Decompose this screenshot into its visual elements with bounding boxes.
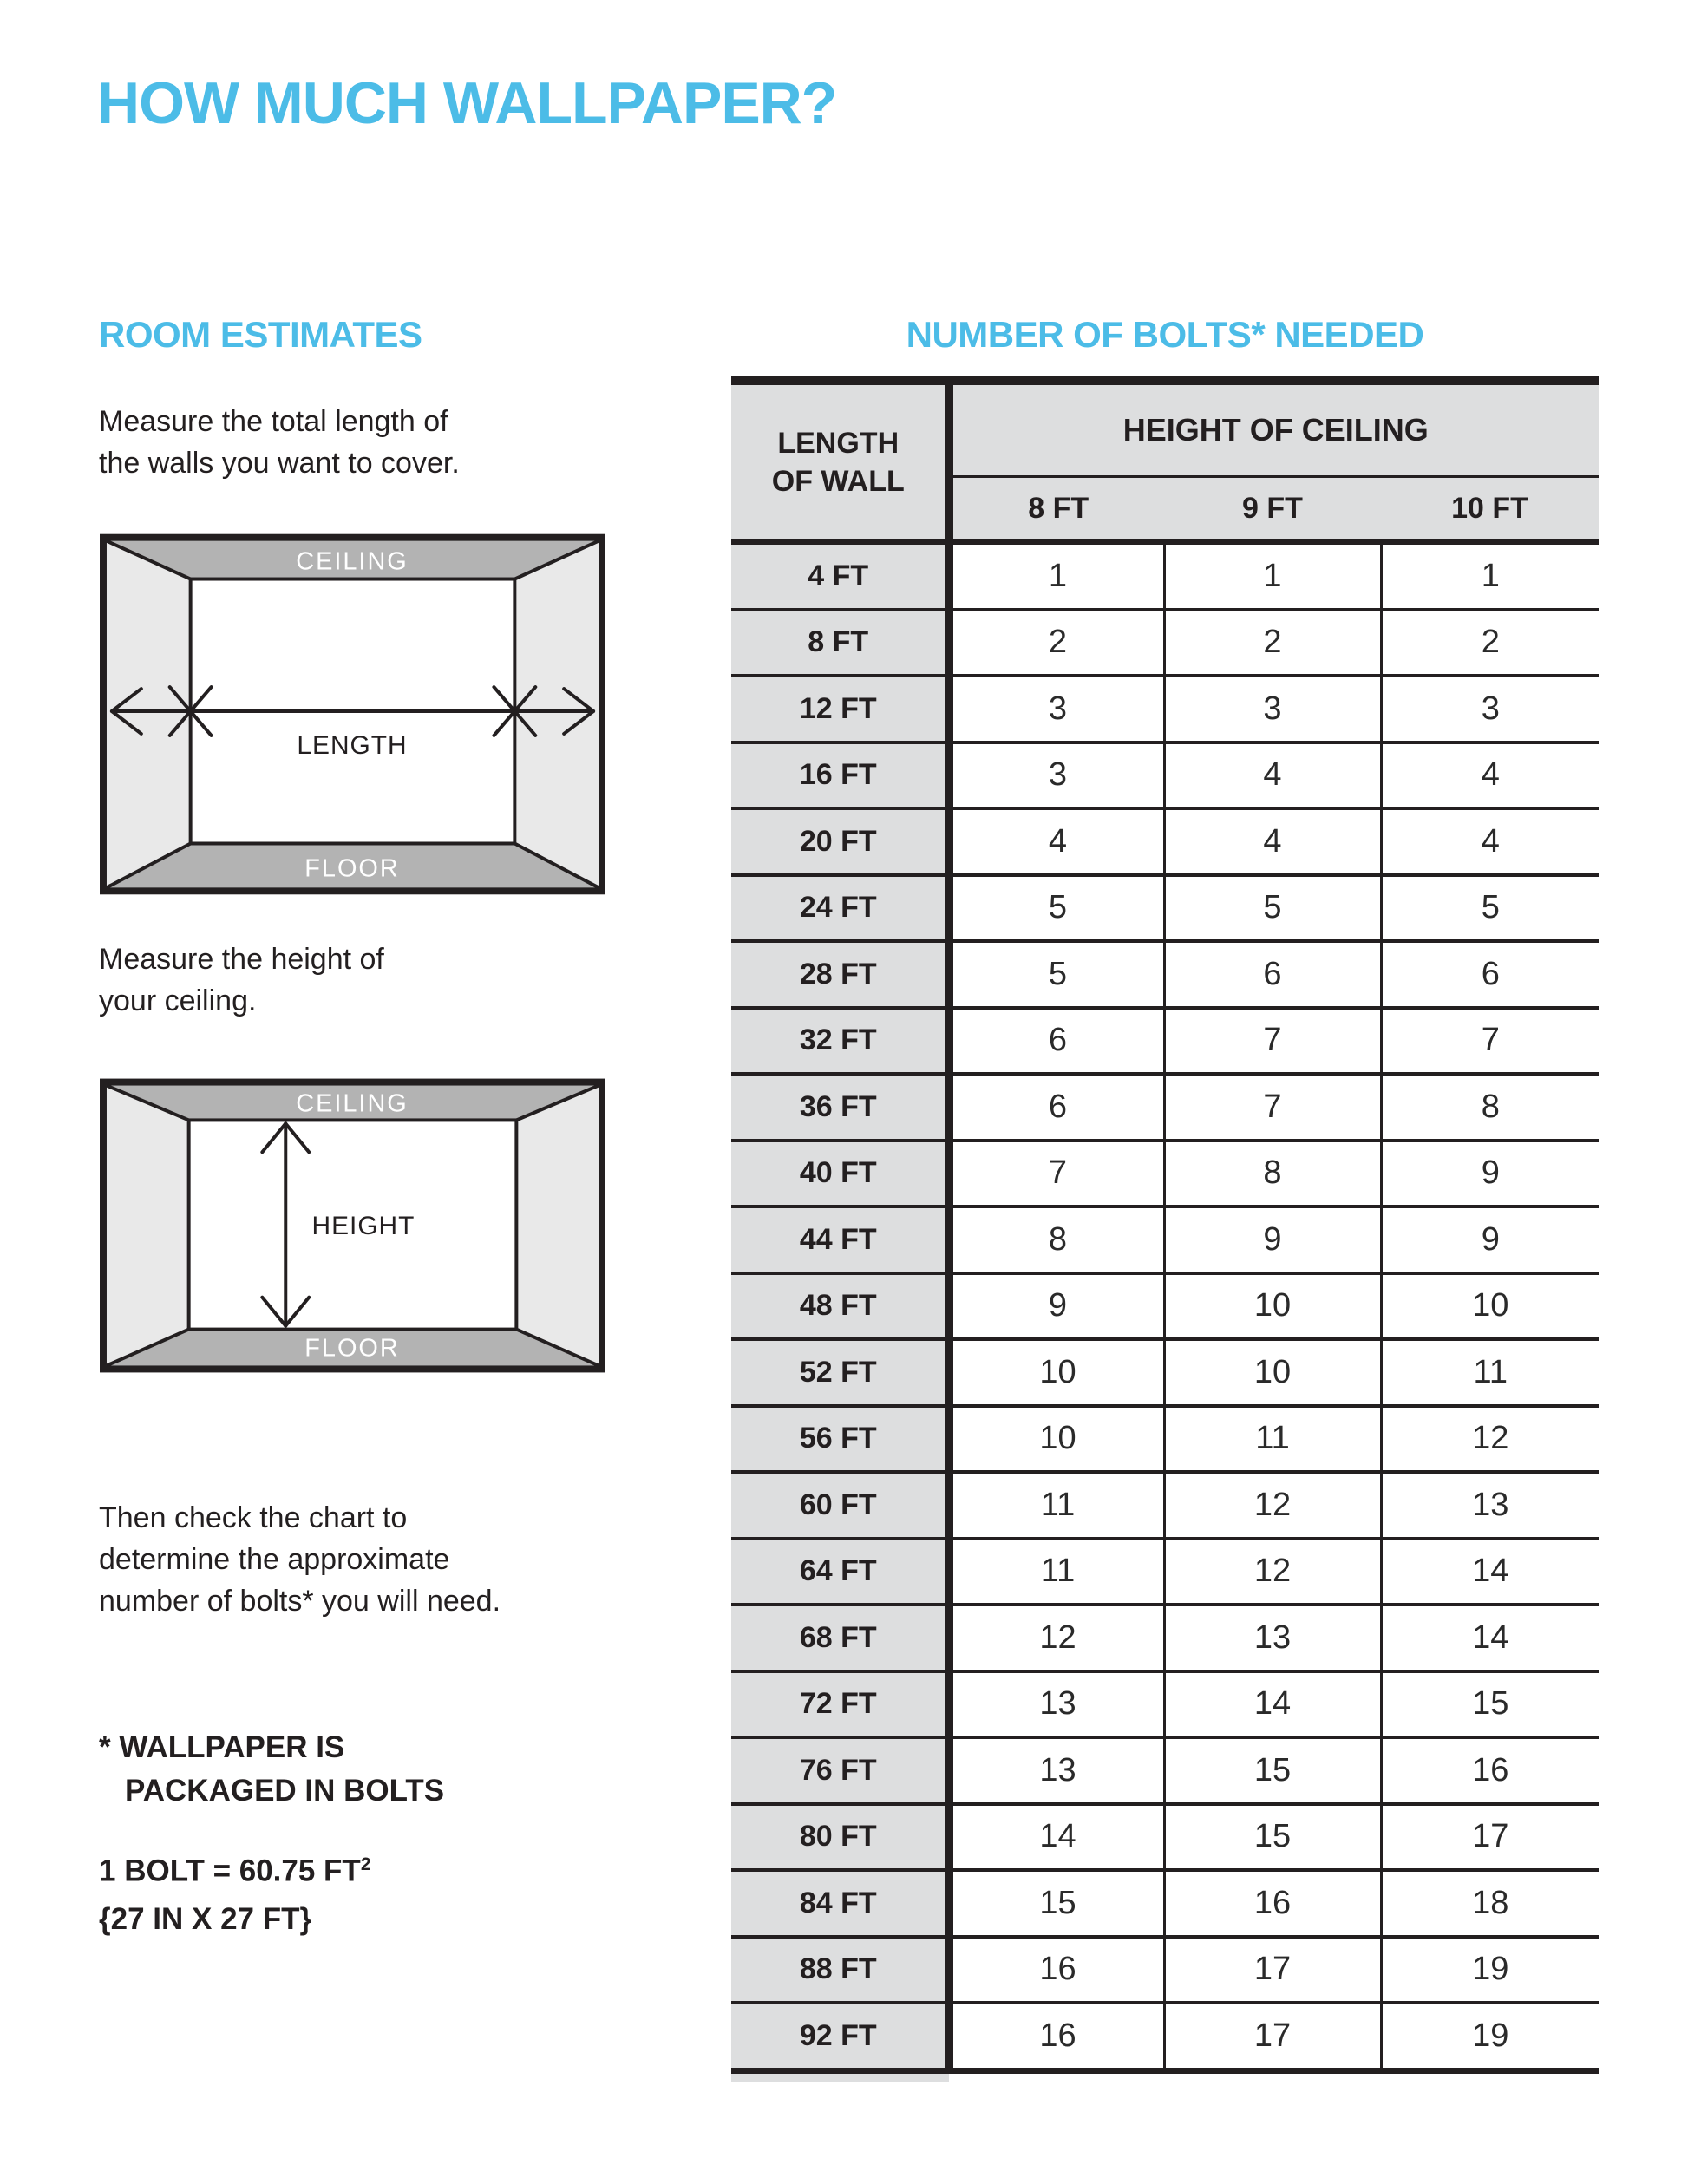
bolt-count-cell: 13 <box>1164 1605 1381 1671</box>
bolt-count-cell: 8 <box>1381 1074 1599 1141</box>
bolt-count-cell: 5 <box>1381 875 1599 942</box>
bolt-count-cell: 19 <box>1381 1937 1599 2004</box>
length-of-wall-header <box>731 381 949 542</box>
left-wall-panel <box>107 541 191 888</box>
bolt-count-cell: 3 <box>949 676 1164 742</box>
row-length-label: 88 FT <box>731 1937 949 2004</box>
instruction-length <box>99 401 460 484</box>
row-length-label: 80 FT <box>731 1804 949 1871</box>
bolt-count-cell: 16 <box>949 1937 1164 2004</box>
bolt-count-cell: 10 <box>1164 1339 1381 1406</box>
right-wall-panel <box>514 541 599 888</box>
bolt-count-cell: 12 <box>1164 1539 1381 1605</box>
bolt-count-cell: 3 <box>1164 676 1381 742</box>
bolt-count-cell: 15 <box>949 1870 1164 1937</box>
bolt-count-cell: 14 <box>1381 1605 1599 1671</box>
bolt-count-cell: 10 <box>949 1339 1164 1406</box>
bolt-count-cell: 4 <box>1164 808 1381 875</box>
row-length-label: 28 FT <box>731 941 949 1008</box>
table-row <box>731 1339 1599 1406</box>
page-title: HOW MUCH WALLPAPER? <box>97 70 837 136</box>
bolt-spec-line2: {27 IN X 27 FT} <box>99 1901 312 1936</box>
bolt-count-cell: 5 <box>1164 875 1381 942</box>
table-row <box>731 875 1599 942</box>
table-row <box>731 1206 1599 1273</box>
table-row <box>731 1605 1599 1671</box>
row-length-label: 24 FT <box>731 875 949 942</box>
table-row <box>731 941 1599 1008</box>
bolt-count-cell: 10 <box>949 1406 1164 1473</box>
bolt-count-cell: 8 <box>1164 1141 1381 1207</box>
bolt-spec-line1 <box>99 1841 371 1895</box>
row-length-label: 72 FT <box>731 1671 949 1738</box>
bolt-footnote-line1: * WALLPAPER IS <box>99 1730 345 1764</box>
bolt-count-cell: 9 <box>1381 1141 1599 1207</box>
ceiling-label: CEILING <box>296 547 409 576</box>
bolt-count-cell: 14 <box>1164 1671 1381 1738</box>
bolt-count-cell: 6 <box>949 1008 1164 1075</box>
bolt-count-cell: 7 <box>949 1141 1164 1207</box>
column-header-9ft: 9 FT <box>1164 477 1381 543</box>
bolt-count-cell: 11 <box>1381 1339 1599 1406</box>
bolts-needed-heading: NUMBER OF BOLTS* NEEDED <box>906 314 1424 355</box>
bolt-count-cell: 15 <box>1164 1804 1381 1871</box>
row-length-label: 84 FT <box>731 1870 949 1937</box>
bolt-count-cell: 14 <box>1381 1539 1599 1605</box>
bolt-footnote <box>99 1726 444 1813</box>
instruction-chart <box>99 1497 501 1622</box>
room-height-diagram <box>100 1078 605 1373</box>
table-row <box>731 1074 1599 1141</box>
row-length-label: 44 FT <box>731 1206 949 1273</box>
bolt-count-cell: 3 <box>1381 676 1599 742</box>
bolt-count-cell: 1 <box>1164 542 1381 610</box>
row-length-label: 4 FT <box>731 542 949 610</box>
bolt-count-cell: 9 <box>1164 1206 1381 1273</box>
instruction-length-line2: the walls you want to cover. <box>99 447 460 480</box>
room-estimates-heading: ROOM ESTIMATES <box>99 314 422 355</box>
instruction-height-line2: your ceiling. <box>99 984 257 1017</box>
bolt-footnote-line2: PACKAGED IN BOLTS <box>125 1774 445 1808</box>
table-row <box>731 1671 1599 1738</box>
row-length-label: 60 FT <box>731 1472 949 1539</box>
bolt-count-cell: 1 <box>1381 542 1599 610</box>
instruction-height <box>99 938 384 1022</box>
bolt-count-cell: 11 <box>949 1539 1164 1605</box>
table-row <box>731 1937 1599 2004</box>
table-row <box>731 1273 1599 1340</box>
instruction-height-line1: Measure the height of <box>99 943 384 976</box>
table-row <box>731 2003 1599 2070</box>
row-length-label: 40 FT <box>731 1141 949 1207</box>
bolt-count-cell: 6 <box>1381 941 1599 1008</box>
row-length-label: 8 FT <box>731 610 949 677</box>
bolt-count-cell: 17 <box>1381 1804 1599 1871</box>
bolt-count-cell: 4 <box>1381 742 1599 809</box>
bolt-count-cell: 11 <box>1164 1406 1381 1473</box>
table-row <box>731 542 1599 610</box>
table-label-column-stub <box>731 2074 949 2082</box>
bolt-count-cell: 2 <box>1164 610 1381 677</box>
column-header-8ft: 8 FT <box>949 477 1164 543</box>
table-row <box>731 1737 1599 1804</box>
bolt-count-cell: 13 <box>1381 1472 1599 1539</box>
row-length-label: 36 FT <box>731 1074 949 1141</box>
right-wall-panel <box>516 1086 599 1366</box>
bolt-count-cell: 16 <box>1381 1737 1599 1804</box>
bolt-count-cell: 17 <box>1164 1937 1381 2004</box>
table-group-header-row <box>731 381 1599 477</box>
height-of-ceiling-header: HEIGHT OF CEILING <box>949 381 1599 477</box>
length-label: LENGTH <box>297 730 408 760</box>
bolt-spec-exponent: 2 <box>360 1854 371 1874</box>
table-row <box>731 1008 1599 1075</box>
table-row <box>731 676 1599 742</box>
bolt-count-cell: 10 <box>1381 1273 1599 1340</box>
row-length-label: 76 FT <box>731 1737 949 1804</box>
bolt-count-cell: 17 <box>1164 2003 1381 2070</box>
bolt-spec <box>99 1841 371 1943</box>
bolt-count-cell: 11 <box>949 1472 1164 1539</box>
floor-label: FLOOR <box>304 1334 400 1363</box>
length-of-wall-header-line2: OF WALL <box>771 465 905 498</box>
table-row <box>731 1406 1599 1473</box>
bolt-count-cell: 12 <box>949 1605 1164 1671</box>
ceiling-label: CEILING <box>296 1089 409 1118</box>
row-length-label: 68 FT <box>731 1605 949 1671</box>
bolt-count-cell: 9 <box>1381 1206 1599 1273</box>
bolt-count-cell: 13 <box>949 1671 1164 1738</box>
bolt-count-cell: 7 <box>1164 1008 1381 1075</box>
bolt-count-cell: 3 <box>949 742 1164 809</box>
row-length-label: 20 FT <box>731 808 949 875</box>
bolt-count-cell: 5 <box>949 941 1164 1008</box>
left-wall-panel <box>107 1086 189 1366</box>
row-length-label: 92 FT <box>731 2003 949 2070</box>
table-row <box>731 1804 1599 1871</box>
bolt-count-cell: 4 <box>1381 808 1599 875</box>
bolt-count-cell: 2 <box>949 610 1164 677</box>
bolt-count-cell: 15 <box>1381 1671 1599 1738</box>
row-length-label: 48 FT <box>731 1273 949 1340</box>
bolt-count-cell: 16 <box>1164 1870 1381 1937</box>
bolt-count-cell: 7 <box>1164 1074 1381 1141</box>
instruction-chart-line3: number of bolts* you will need. <box>99 1585 501 1618</box>
bolt-count-cell: 5 <box>949 875 1164 942</box>
table-row <box>731 610 1599 677</box>
bolt-count-cell: 12 <box>1164 1472 1381 1539</box>
table-row <box>731 1141 1599 1207</box>
table-row <box>731 1870 1599 1937</box>
instruction-chart-line1: Then check the chart to <box>99 1501 408 1534</box>
bolt-count-cell: 8 <box>949 1206 1164 1273</box>
height-label: HEIGHT <box>311 1211 415 1240</box>
instruction-length-line1: Measure the total length of <box>99 405 448 438</box>
bolt-count-cell: 13 <box>949 1737 1164 1804</box>
length-of-wall-header-line1: LENGTH <box>777 427 900 460</box>
row-length-label: 32 FT <box>731 1008 949 1075</box>
room-length-diagram <box>100 533 605 895</box>
bolt-count-cell: 7 <box>1381 1008 1599 1075</box>
bolt-count-cell: 15 <box>1164 1737 1381 1804</box>
bolt-count-cell: 9 <box>949 1273 1164 1340</box>
bolt-count-cell: 18 <box>1381 1870 1599 1937</box>
row-length-label: 56 FT <box>731 1406 949 1473</box>
table-row <box>731 808 1599 875</box>
bolt-count-cell: 4 <box>949 808 1164 875</box>
instruction-chart-line2: determine the approximate <box>99 1543 450 1576</box>
bolt-count-cell: 6 <box>1164 941 1381 1008</box>
bolt-count-cell: 16 <box>949 2003 1164 2070</box>
bolt-count-cell: 19 <box>1381 2003 1599 2070</box>
bolt-count-cell: 1 <box>949 542 1164 610</box>
bolt-count-cell: 10 <box>1164 1273 1381 1340</box>
bolt-count-cell: 12 <box>1381 1406 1599 1473</box>
bolt-count-cell: 14 <box>949 1804 1164 1871</box>
floor-label: FLOOR <box>304 854 400 883</box>
bolt-count-cell: 4 <box>1164 742 1381 809</box>
row-length-label: 64 FT <box>731 1539 949 1605</box>
bolt-spec-equation: 1 BOLT = 60.75 FT <box>99 1854 361 1888</box>
table-row <box>731 742 1599 809</box>
bolt-table-body <box>731 542 1599 2070</box>
column-header-10ft: 10 FT <box>1381 477 1599 543</box>
row-length-label: 12 FT <box>731 676 949 742</box>
row-length-label: 52 FT <box>731 1339 949 1406</box>
table-row <box>731 1472 1599 1539</box>
bolt-count-cell: 2 <box>1381 610 1599 677</box>
bolt-count-cell: 6 <box>949 1074 1164 1141</box>
table-row <box>731 1539 1599 1605</box>
bolt-estimate-table <box>731 376 1599 2074</box>
row-length-label: 16 FT <box>731 742 949 809</box>
